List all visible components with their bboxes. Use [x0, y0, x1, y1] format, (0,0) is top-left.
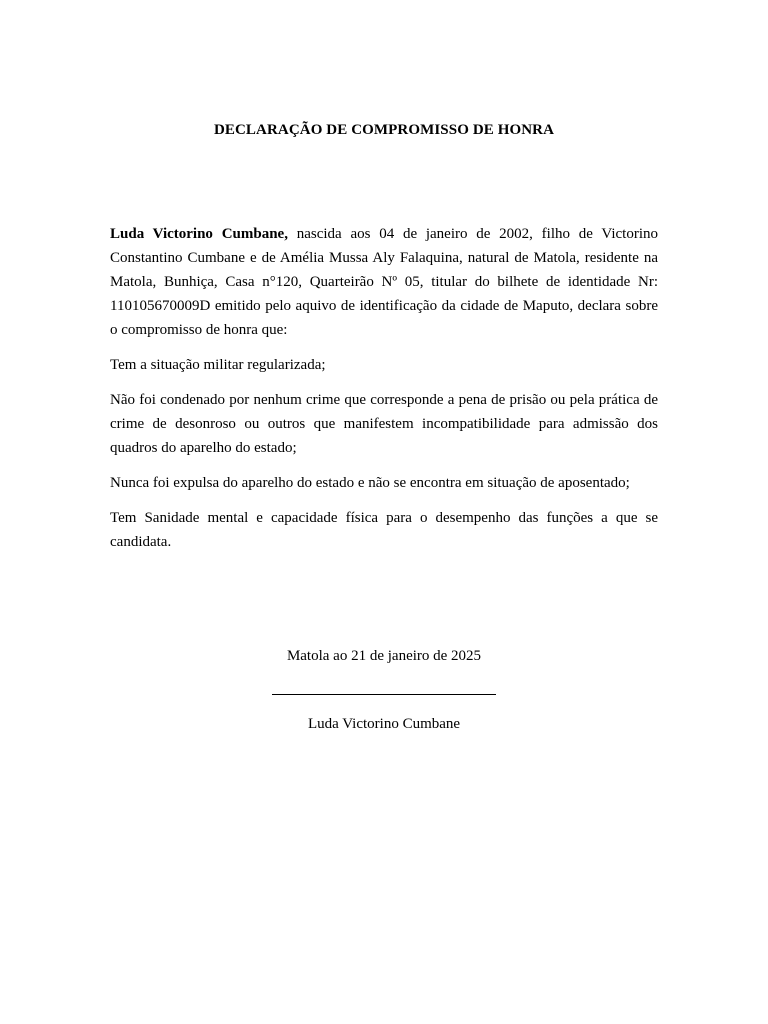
place-and-date: Matola ao 21 de janeiro de 2025 — [286, 648, 482, 664]
statement-not-expelled: Nunca foi expulsa do aparelho do estado e não se encontra em situação de aposentado; — [110, 475, 630, 491]
document-body — [110, 222, 658, 565]
signature-line — [272, 694, 496, 695]
intro-paragraph — [110, 222, 658, 342]
intro-text: nascida aos 04 de janeiro de 2002, filho de Victorino Constantino Cumbane e de Amélia Mussa Aly Falaquina, natural de Matola, residente na Matola, Bunhiça, Casa n°120, Quarteirão Nº 05, titular do bilhete de identidade Nr: 110105670009D emitido pelo aquivo de identificação da cidade de Maputo, declara sobre o compromisso de honra que: — [110, 226, 658, 338]
statement-health: Tem Sanidade mental e capacidade física para o desempenho das funções a que se candidata. — [110, 510, 658, 550]
statement-no-conviction: Não foi condenado por nenhum crime que corresponde a pena de prisão ou pela prática de crime de desonroso ou outros que manifestem incompatibilidade para admissão dos quadros do aparelho do estado; — [110, 392, 658, 456]
statement-military: Tem a situação militar regularizada; — [110, 357, 326, 373]
declarant-name: Luda Victorino Cumbane, — [110, 226, 288, 242]
signature-name: Luda Victorino Cumbane — [307, 716, 461, 732]
document-title: DECLARAÇÃO DE COMPROMISSO DE HONRA — [213, 122, 555, 138]
